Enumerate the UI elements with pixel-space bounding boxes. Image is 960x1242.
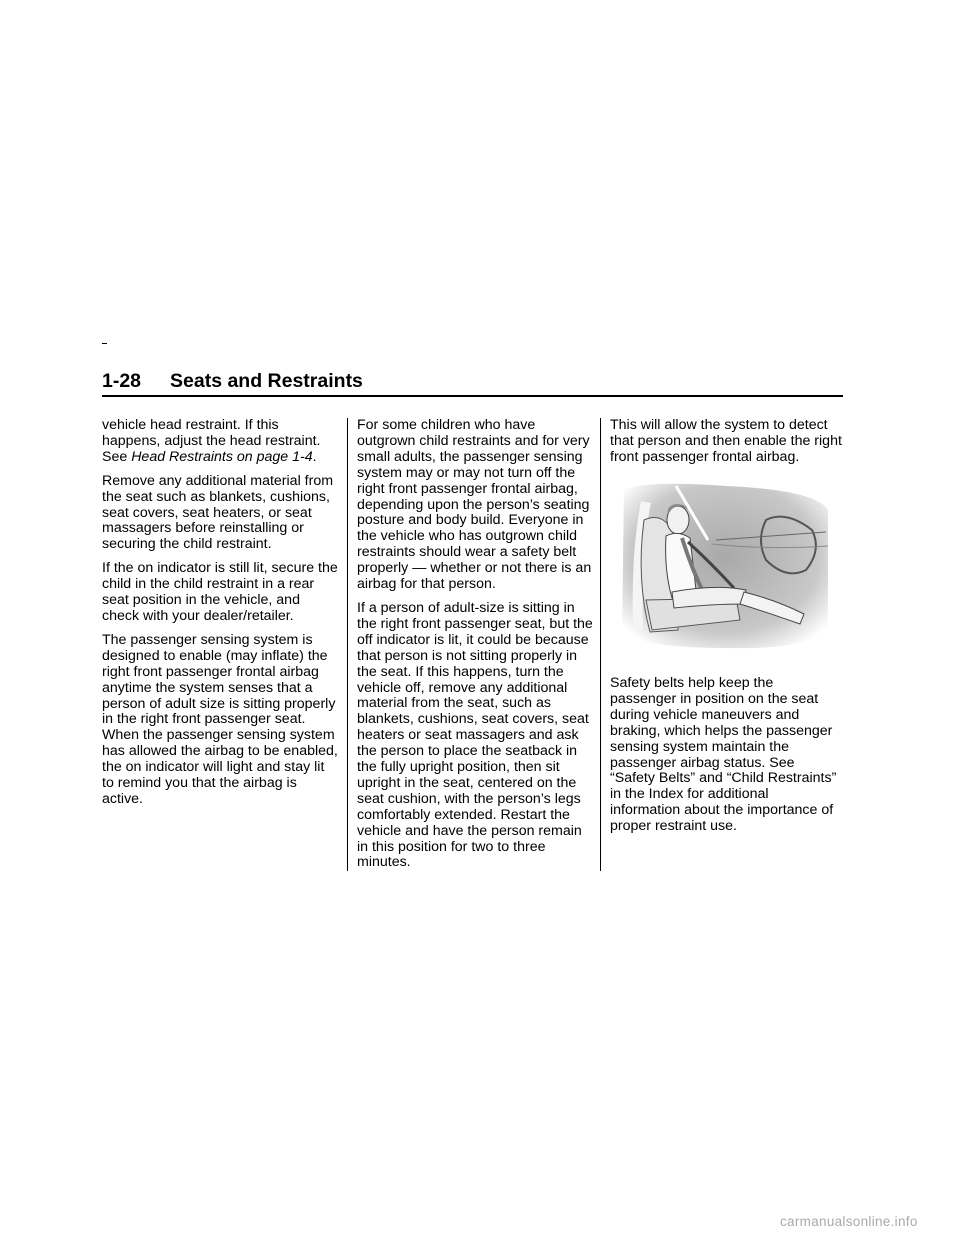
text-column-3-lower xyxy=(610,676,842,835)
header-rule xyxy=(102,395,843,397)
paragraph: The passenger sensing system is designed to enable (may inflate) the right front passenger frontal airbag anytime the system senses that a person of adult size is sitting properly in the right front passenger seat. When the passenger sensing system has allowed the airbag to be enabled, the on indicator will light and stay lit to remind you that the airbag is active. xyxy=(102,631,338,807)
paragraph: If a person of adult-size is sitting in the right front passenger seat, but the off indicator is lit, it could be because that person is not sitting properly in the seat. If this happens, turn the vehicle off, remove any additional material from the seat, such as blankets, cushions, seat covers, seat heaters or seat massagers and ask the person to place the seatback in the fully upright position, then sit upright in the seat, centered on the seat cushion, with the person’s legs comfortably extended. Restart the vehicle and have the person remain in this position for two to three minutes. xyxy=(357,599,593,871)
column-divider xyxy=(347,418,348,871)
watermark: carmanualsonline.info xyxy=(780,1214,918,1229)
text-column-1 xyxy=(102,418,338,816)
paragraph: If the on indicator is still lit, secure the child in the child restraint in a rear seat position in the vehicle, and check with your dealer/retailer. xyxy=(102,560,338,624)
column-divider xyxy=(600,418,601,871)
paragraph: For some children who have outgrown child restraints and for very small adults, the passenger sensing system may or may not turn off the right front passenger frontal airbag, depending upon the person’s seating posture and body build. Everyone in the vehicle who has outgrown child restraints should wear a safety belt properly — whether or not there is an airbag for that person. xyxy=(357,417,592,593)
page-number: 1-28 xyxy=(102,370,142,392)
paragraph: Safety belts help keep the passenger in position on the seat during vehicle maneuvers and braking, which helps the passenger sensing system maintain the passenger airbag status. See “Safety Belts” and “Child Restraints” in the Index for additional information about the importance of proper restraint use. xyxy=(610,675,837,835)
section-title: Seats and Restraints xyxy=(170,370,363,392)
text-column-3 xyxy=(610,418,842,474)
paragraph: Remove any additional material from the seat such as blankets, cushions, seat covers, seat heaters, or seat massagers before reinstalling or securing the child restraint. xyxy=(102,472,334,553)
text-column-2 xyxy=(357,418,593,879)
paragraph: vehicle head restraint. If this happens, adjust the head restraint. See Head Restraints on page 1-4. xyxy=(102,417,321,465)
passenger-seated-illustration xyxy=(616,480,832,652)
cross-reference-link[interactable]: Head Restraints on page 1-4 xyxy=(131,448,313,465)
page-header xyxy=(102,370,843,398)
page-corner-mark xyxy=(102,343,107,344)
paragraph: This will allow the system to detect that person and then enable the right front passenger frontal airbag. xyxy=(610,417,842,465)
